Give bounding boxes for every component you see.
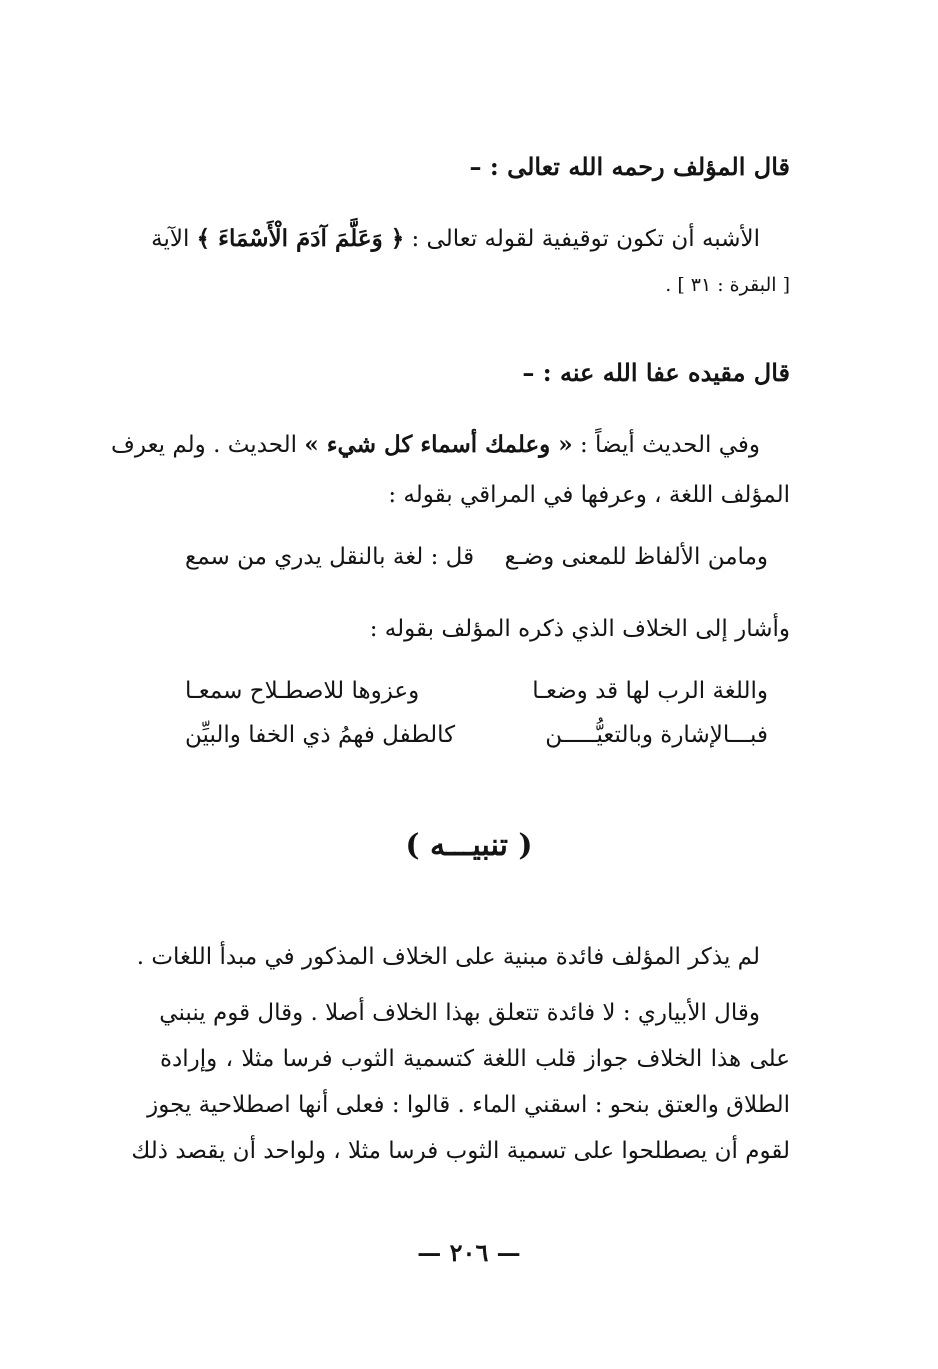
verse-reference: [ البقرة : ٣١ ] . <box>665 274 790 296</box>
paragraph-text: وفي الحديث أيضاً : <box>572 432 760 458</box>
paragraph-line: لقوم أن يصطلحوا على تسمية الثوب فرسا مثلا ، ولواحد أن يقصد ذلك <box>131 1138 790 1164</box>
paragraph-line: لم يذكر المؤلف فائدة مبنية على الخلاف المذكور في مبدأ اللغات . <box>136 944 760 970</box>
paragraph-text: الأشبه أن تكون توقيفية لقوله تعالى : <box>404 226 760 252</box>
section-title: ( تنبيـــه ) <box>405 828 533 863</box>
verse-first-hemistich: ومامن الألفاظ للمعنى وضـع <box>504 544 768 570</box>
paragraph-text: الحديث . ولم يعرف <box>111 432 305 458</box>
quran-verse: ﴿ وَعَلَّمَ آدَمَ الْأَسْمَاءَ ﴾ <box>196 225 405 252</box>
verse-first-hemistich: واللغة الرب لها قد وضعـا <box>532 678 768 704</box>
author-heading: قال المؤلف رحمه الله تعالى : – <box>469 152 790 181</box>
paragraph-line: على هذا الخلاف جواز قلب اللغة كتسمية الثوب فرسا مثلا ، وإرادة <box>160 1046 790 1072</box>
verse-second-hemistich: قل : لغة بالنقل يدري من سمع <box>185 544 475 570</box>
paragraph-line: الطلاق والعتق بنحو : اسقني الماء . قالوا : فعلى أنها اصطلاحية يجوز <box>147 1092 790 1118</box>
commentator-heading: قال مقيده عفا الله عنه : – <box>522 358 790 387</box>
poem-verse <box>185 674 768 708</box>
verse-second-hemistich: وعزوها للاصطـلاح سمعـا <box>185 678 420 704</box>
paragraph-line <box>111 428 760 462</box>
paragraph-line: المؤلف اللغة ، وعرفها في المراقي بقوله : <box>388 482 790 508</box>
paragraph-line <box>151 222 760 256</box>
verse-second-hemistich: كالطفل فهمُ ذي الخفا والبيِّن <box>185 722 456 748</box>
verse-first-hemistich: فبـــالإشارة وبالتعيُّـــــن <box>545 722 768 748</box>
hadith-quote: « وعلمك أسماء كل شيء » <box>304 431 573 458</box>
page-number: — ٢٠٦ — <box>417 1238 521 1267</box>
paragraph-line: وقال الأبياري : لا فائدة تتعلق بهذا الخلاف أصلا . وقال قوم ينبني <box>159 1000 760 1026</box>
poem-verse <box>185 540 768 574</box>
paragraph-line: وأشار إلى الخلاف الذي ذكره المؤلف بقوله : <box>369 616 790 642</box>
paragraph-text: الآية <box>151 226 197 252</box>
poem-verse <box>185 718 768 752</box>
